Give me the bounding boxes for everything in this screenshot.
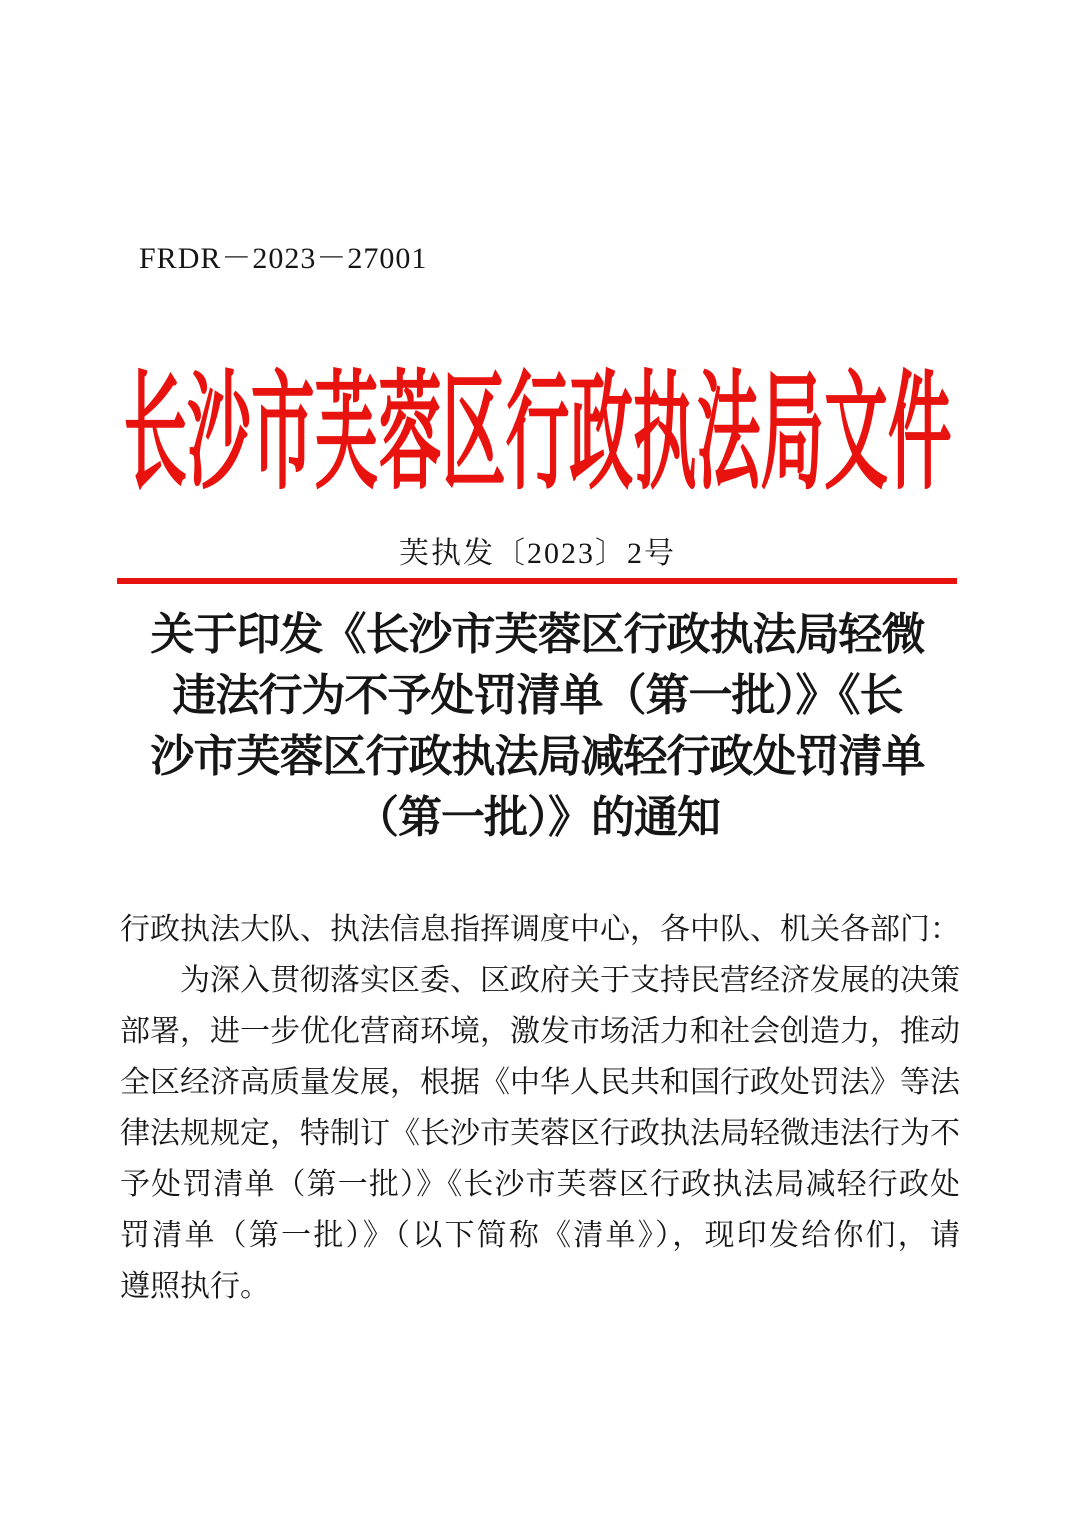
notice-title-line-3: 沙市芙蓉区行政执法局减轻行政处罚清单 (150, 732, 925, 781)
body-paragraph-line: 罚清单（第一批）》（以下简称《清单》），现印发给你们，请 (120, 1219, 960, 1252)
notice-title-line-4: （第一批）》的通知 (355, 793, 720, 842)
letterhead-banner (0, 364, 1075, 517)
letterhead-divider-line (117, 578, 957, 584)
notice-title-line-2: 违法行为不予处罚清单（第一批）》《长 (172, 671, 903, 720)
body-paragraph-line: 律法规规定，特制订《长沙市芙蓉区行政执法局轻微违法行为不 (120, 1117, 960, 1150)
body-paragraph-line: 遵照执行。 (120, 1270, 270, 1303)
notice-title-line-1: 关于印发《长沙市芙蓉区行政执法局轻微 (150, 610, 925, 659)
letterhead-agency-title: 长沙市芙蓉区行政执法局文件 (123, 364, 952, 507)
notice-body (120, 904, 960, 1312)
document-issue-number: 芙执发〔2023〕2号 (399, 537, 676, 570)
document-reference-code: FRDR－2023－27001 (139, 242, 428, 275)
notice-title (60, 604, 1015, 848)
body-paragraph-line: 部署，进一步优化营商环境，激发市场活力和社会创造力，推动 (120, 1015, 960, 1048)
body-paragraph-line: 予处罚清单（第一批）》《长沙市芙蓉区行政执法局减轻行政处 (120, 1168, 960, 1201)
body-paragraph-line: 全区经济高质量发展，根据《中华人民共和国行政处罚法》等法 (120, 1066, 960, 1099)
salutation-line: 行政执法大队、执法信息指挥调度中心，各中队、机关各部门： (120, 913, 960, 946)
body-paragraph-line: 为深入贯彻落实区委、区政府关于支持民营经济发展的决策 (180, 964, 960, 997)
